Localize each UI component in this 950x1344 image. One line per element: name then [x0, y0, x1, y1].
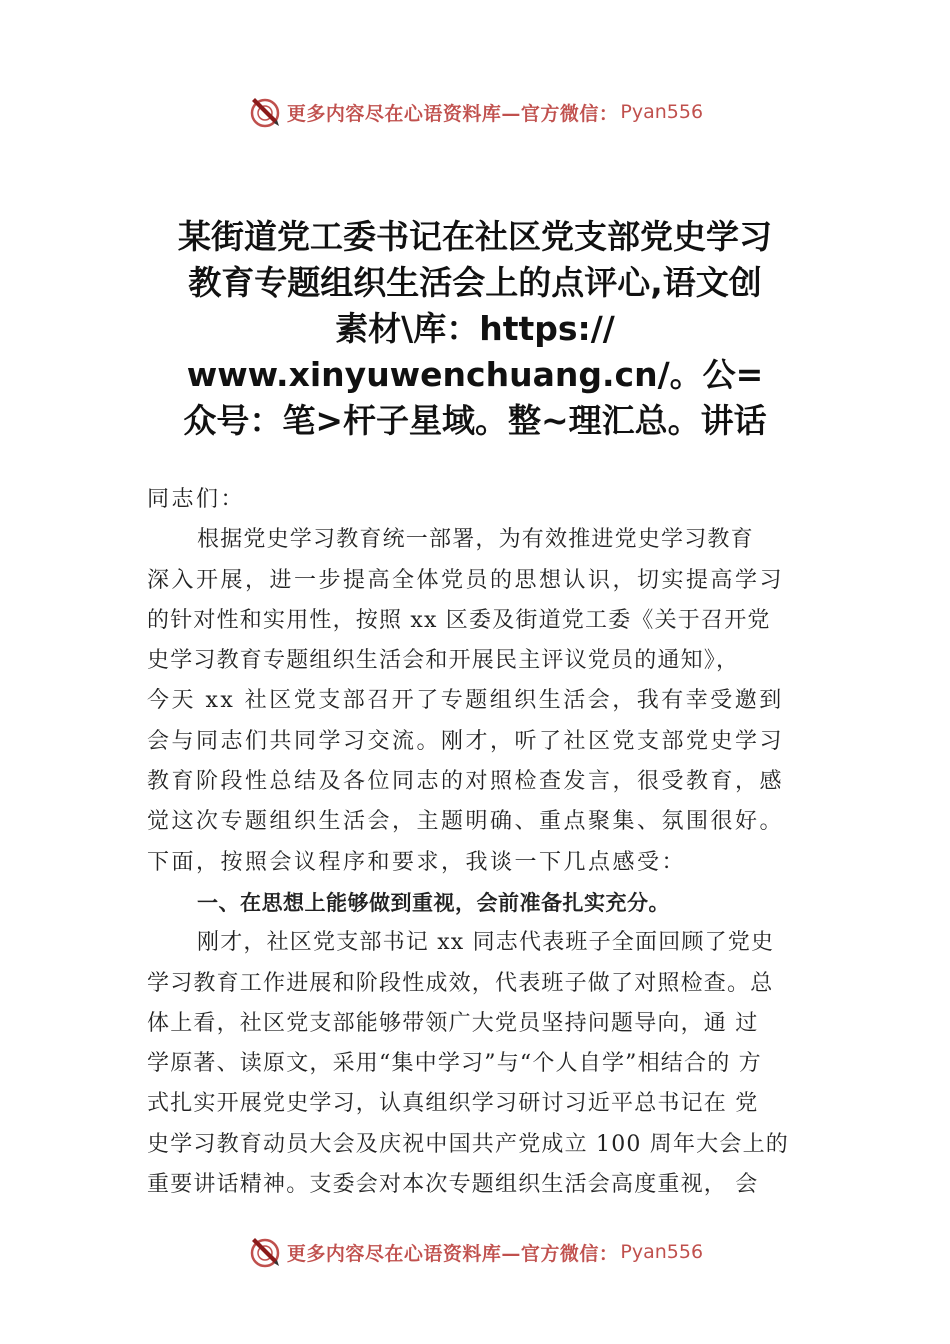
- paragraph-line: 式扎实开展党史学习，认真组织学习研讨习近平总书记在 党: [147, 1091, 759, 1117]
- paragraph-line: 刚才，社区党支部书记 xx 同志代表班子全面回顾了党史: [197, 930, 775, 956]
- paragraph-line: 会与同志们共同学习交流。刚才，听了社区党支部党史学习: [147, 728, 785, 754]
- paragraph-line: 下面，按照会议程序和要求，我谈一下几点感受：: [147, 849, 687, 875]
- paragraph-line: 觉这次专题组织生活会，主题明确、重点聚集、氛围很好。: [147, 809, 785, 835]
- banner-wechat-id: Pyan556: [620, 1241, 704, 1263]
- title-line: www.xinyuwenchuang.cn/。公=: [186, 355, 764, 394]
- paragraph-line: 深入开展，进一步提高全体党员的思想认识，切实提高学习: [147, 567, 785, 593]
- document-body: [147, 480, 837, 1205]
- title-line: 某街道党工委书记在社区党支部党史学习: [178, 217, 772, 256]
- pen-seal-logo-icon: [247, 1234, 283, 1270]
- paragraph-line: 学习教育工作进展和阶段性成效，代表班子做了对照检查。总: [147, 970, 774, 996]
- title-line: 众号：笔>杆子星域。整~理汇总。讲话: [183, 401, 767, 440]
- paragraph-line: 教育阶段性总结及各位同志的对照检查发言，很受教育，感: [147, 769, 785, 795]
- banner-wechat-id: Pyan556: [620, 101, 704, 123]
- paragraph-line: 根据党史学习教育统一部署，为有效推进党史学习教育: [197, 527, 754, 553]
- document-title: [120, 214, 830, 444]
- header-banner: [0, 92, 950, 132]
- banner-text: 更多内容尽在心语资料库—官方微信：: [286, 102, 619, 125]
- section-heading: 一、在思想上能够做到重视，会前准备扎实充分。: [197, 890, 670, 915]
- paragraph-line: 史学习教育专题组织生活会和开展民主评议党员的通知》，: [147, 648, 740, 674]
- paragraph-line: 的针对性和实用性，按照 xx 区委及街道党工委《关于召开党: [147, 607, 771, 633]
- title-line: 教育专题组织生活会上的点评心,语文创: [188, 263, 762, 302]
- paragraph-line: 今天 xx 社区党支部召开了专题组织生活会，我有幸受邀到: [147, 688, 784, 714]
- title-line: 素材\库：https://: [335, 309, 615, 348]
- footer-banner: [0, 1232, 950, 1272]
- greeting: 同志们：: [147, 487, 246, 512]
- banner-text: 更多内容尽在心语资料库—官方微信：: [286, 1242, 619, 1265]
- paragraph-line: 学原著、读原文，采用“集中学习”与“个人自学”相结合的 方: [147, 1051, 762, 1077]
- paragraph-line: 体上看，社区党支部能够带领广大党员坚持问题导向，通 过: [147, 1010, 759, 1036]
- paragraph-line: 史学习教育动员大会及庆祝中国共产党成立 100 周年大会上的: [147, 1131, 789, 1157]
- paragraph-line: 重要讲话精神。支委会对本次专题组织生活会高度重视， 会: [147, 1172, 759, 1198]
- pen-seal-logo-icon: [247, 94, 283, 130]
